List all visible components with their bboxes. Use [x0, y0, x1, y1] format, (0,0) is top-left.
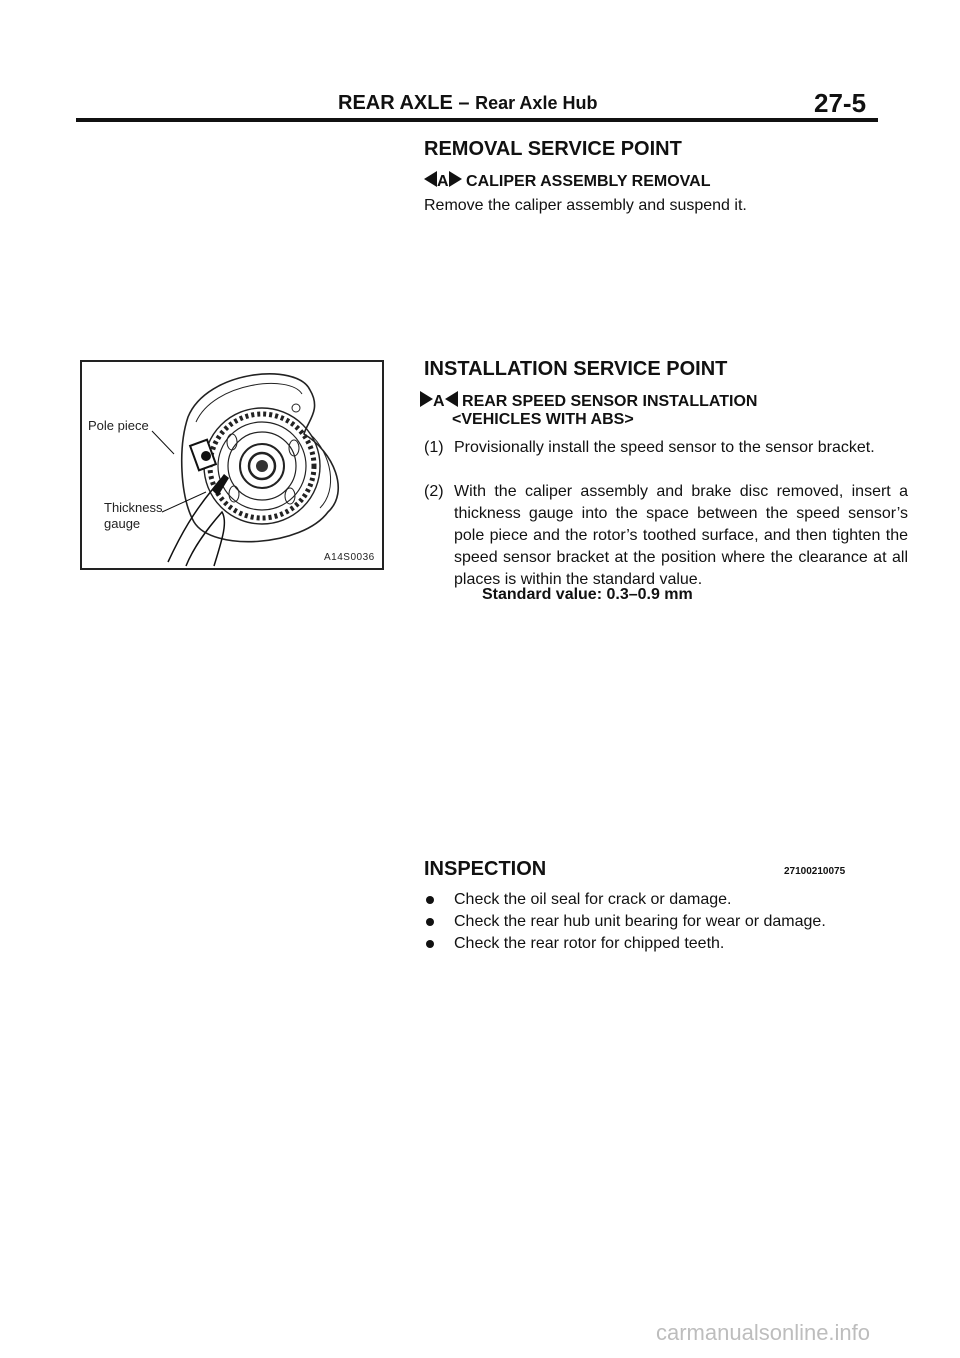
header-rule — [76, 118, 878, 122]
inspection-list — [424, 889, 884, 959]
step-text: Provisionally install the speed sensor to the sensor bracket. — [454, 439, 875, 456]
header-subtitle: Rear Axle Hub — [475, 93, 598, 113]
arrow-right-icon — [420, 391, 433, 407]
label-pole-piece: Pole piece — [88, 418, 149, 433]
inspection-heading: INSPECTION — [424, 858, 547, 880]
step-number: (1) — [424, 439, 444, 456]
header-dash: – — [458, 92, 470, 114]
watermark: carmanualsonline.info — [656, 1320, 871, 1345]
installation-steps — [424, 437, 908, 637]
label-gauge: gauge — [104, 516, 141, 531]
label-thickness: Thickness — [104, 500, 163, 515]
installation-heading: INSTALLATION SERVICE POINT — [424, 358, 728, 380]
inspection-ref-code: 27100210075 — [784, 866, 846, 877]
inspection-item-text: Check the oil seal for crack or damage. — [454, 891, 732, 908]
page-header-title — [338, 92, 597, 115]
removal-item-marker: A — [437, 173, 449, 190]
bullet-icon — [426, 896, 434, 904]
arrow-right-icon — [449, 171, 462, 187]
removal-heading: REMOVAL SERVICE POINT — [424, 138, 682, 160]
installation-item-title: REAR SPEED SENSOR INSTALLATION — [462, 393, 758, 410]
removal-item-title: CALIPER ASSEMBLY REMOVAL — [466, 173, 711, 190]
page-number: 27-5 — [814, 88, 867, 118]
header-title: REAR AXLE — [338, 92, 453, 114]
installation-item-marker: A — [433, 393, 445, 410]
removal-item-title-row — [424, 171, 747, 191]
step-number: (2) — [424, 483, 444, 500]
removal-section — [424, 138, 747, 217]
step-text: With the caliper assembly and brake disc removed, insert a thickness gauge into the space between the speed sensor’s pole piece and the rotor’s toothed surface, and then tighten the speed sensor bracket at the position where the clearance at all places is within the standard value. — [454, 483, 908, 588]
installation-section — [424, 358, 908, 637]
bullet-icon — [426, 940, 434, 948]
arrow-left-icon — [445, 391, 458, 407]
inspection-section — [424, 858, 884, 959]
figure-code: A14S0036 — [324, 552, 375, 563]
speed-sensor-figure — [80, 360, 384, 570]
arrow-left-icon — [424, 171, 437, 187]
bullet-icon — [426, 918, 434, 926]
speed-sensor-illustration — [82, 362, 382, 568]
installation-qualifier: <VEHICLES WITH ABS> — [452, 411, 634, 428]
inspection-item-text: Check the rear hub unit bearing for wear or damage. — [454, 913, 826, 930]
installation-item-title-row — [420, 391, 908, 411]
inspection-item-text: Check the rear rotor for chipped teeth. — [454, 935, 725, 952]
removal-text: Remove the caliper assembly and suspend it. — [424, 197, 747, 214]
standard-value: Standard value: 0.3–0.9 mm — [482, 586, 693, 603]
